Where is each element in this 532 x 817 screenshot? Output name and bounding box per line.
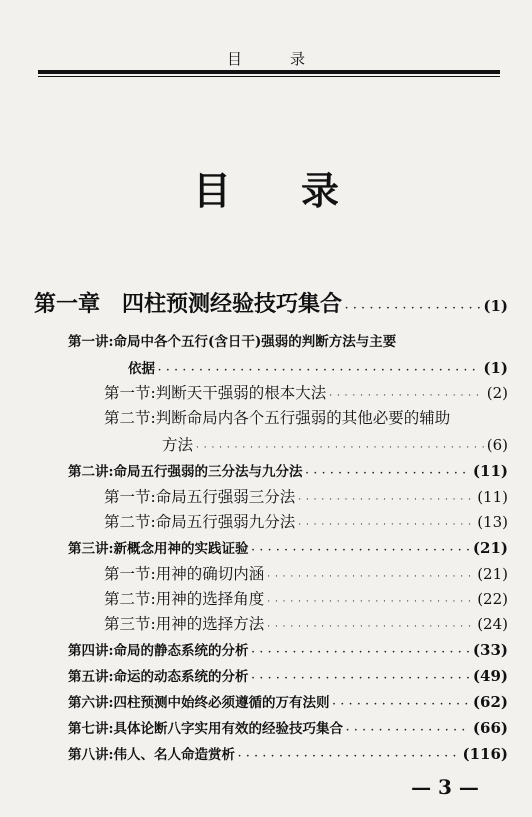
toc-leader	[345, 291, 480, 317]
toc-entry[interactable]	[68, 743, 508, 763]
toc-page: (22)	[477, 590, 508, 608]
toc-entry[interactable]	[68, 639, 508, 659]
toc-entry[interactable]	[104, 406, 508, 428]
toc-leader	[346, 721, 470, 737]
toc-entry[interactable]	[162, 433, 508, 455]
toc-leader	[332, 695, 469, 711]
toc-title: 第三节:用神的选择方法	[104, 615, 265, 633]
toc-entry[interactable]	[68, 717, 508, 737]
toc-title: 第四讲:命局的静态系统的分析	[68, 643, 249, 659]
toc-entry[interactable]	[104, 612, 508, 634]
toc-leader	[267, 615, 474, 633]
toc-page: (13)	[477, 513, 508, 531]
toc-title: 第五讲:命运的动态系统的分析	[68, 669, 249, 685]
toc-title: 第六讲:四柱预测中始终必须遵循的万有法则	[68, 695, 330, 711]
toc-title: 方法	[162, 436, 194, 454]
toc-title: 第一节:用神的确切内涵	[104, 565, 265, 583]
toc-page: (1)	[483, 359, 508, 377]
toc-page: (33)	[472, 641, 508, 659]
running-header: 目录	[226, 50, 353, 68]
toc-title: 第二节:命局五行强弱九分法	[104, 513, 296, 531]
toc-title: 第三讲:新概念用神的实践证验	[68, 541, 249, 557]
toc-page: (24)	[477, 615, 508, 633]
toc-leader	[267, 590, 474, 608]
header-rule-thick	[38, 70, 500, 74]
toc-page: (21)	[472, 539, 508, 557]
toc-page: (6)	[486, 436, 508, 454]
toc-leader	[298, 488, 474, 506]
toc-leader	[267, 565, 474, 583]
toc-leader	[329, 384, 484, 402]
toc-chapter-1[interactable]	[34, 287, 508, 318]
toc-leader	[238, 747, 460, 763]
toc-entry[interactable]	[104, 587, 508, 609]
toc-page: (62)	[472, 693, 508, 711]
page-number: — 3 —	[411, 775, 479, 799]
toc-title: 第八讲:伟人、名人命造赏析	[68, 747, 235, 763]
toc-leader	[251, 669, 469, 685]
toc-title: 依据	[128, 361, 155, 377]
toc-page: (2)	[486, 384, 508, 402]
toc-title: 第一章 四柱预测经验技巧集合	[34, 291, 343, 317]
toc-entry[interactable]	[68, 537, 508, 557]
toc-leader	[305, 464, 469, 480]
toc-leader	[158, 361, 480, 377]
toc-title: 第七讲:具体论断八字实用有效的经验技巧集合	[68, 721, 343, 737]
toc-entry[interactable]	[104, 510, 508, 532]
toc-title: 第二讲:命局五行强弱的三分法与九分法	[68, 464, 303, 480]
toc-entry[interactable]	[68, 330, 508, 350]
toc-entry[interactable]	[128, 357, 508, 377]
page-title: 目录	[192, 168, 409, 213]
toc-entry[interactable]	[104, 562, 508, 584]
toc-entry[interactable]	[68, 665, 508, 685]
toc-title: 第一讲:命局中各个五行(含日干)强弱的判断方法与主要	[68, 334, 397, 350]
toc-page: (1)	[483, 297, 508, 315]
toc-page: (49)	[472, 667, 508, 685]
toc-entry[interactable]	[68, 691, 508, 711]
toc-leader	[196, 436, 484, 454]
toc-page: (11)	[477, 488, 508, 506]
toc-page: (66)	[472, 719, 508, 737]
toc-leader	[251, 541, 469, 557]
toc-title: 第二节:判断命局内各个五行强弱的其他必要的辅助	[104, 409, 451, 427]
toc-leader	[251, 643, 469, 659]
toc-page: (21)	[477, 565, 508, 583]
toc-title: 第二节:用神的选择角度	[104, 590, 265, 608]
toc-page: (11)	[472, 462, 508, 480]
header-rule-thin	[38, 76, 500, 77]
toc-page: (116)	[462, 745, 508, 763]
toc-entry[interactable]	[104, 485, 508, 507]
toc-entry[interactable]	[104, 381, 508, 403]
toc-title: 第一节:命局五行强弱三分法	[104, 488, 296, 506]
toc-leader	[298, 513, 474, 531]
toc-title: 第一节:判断天干强弱的根本大法	[104, 384, 327, 402]
toc-entry[interactable]	[68, 460, 508, 480]
